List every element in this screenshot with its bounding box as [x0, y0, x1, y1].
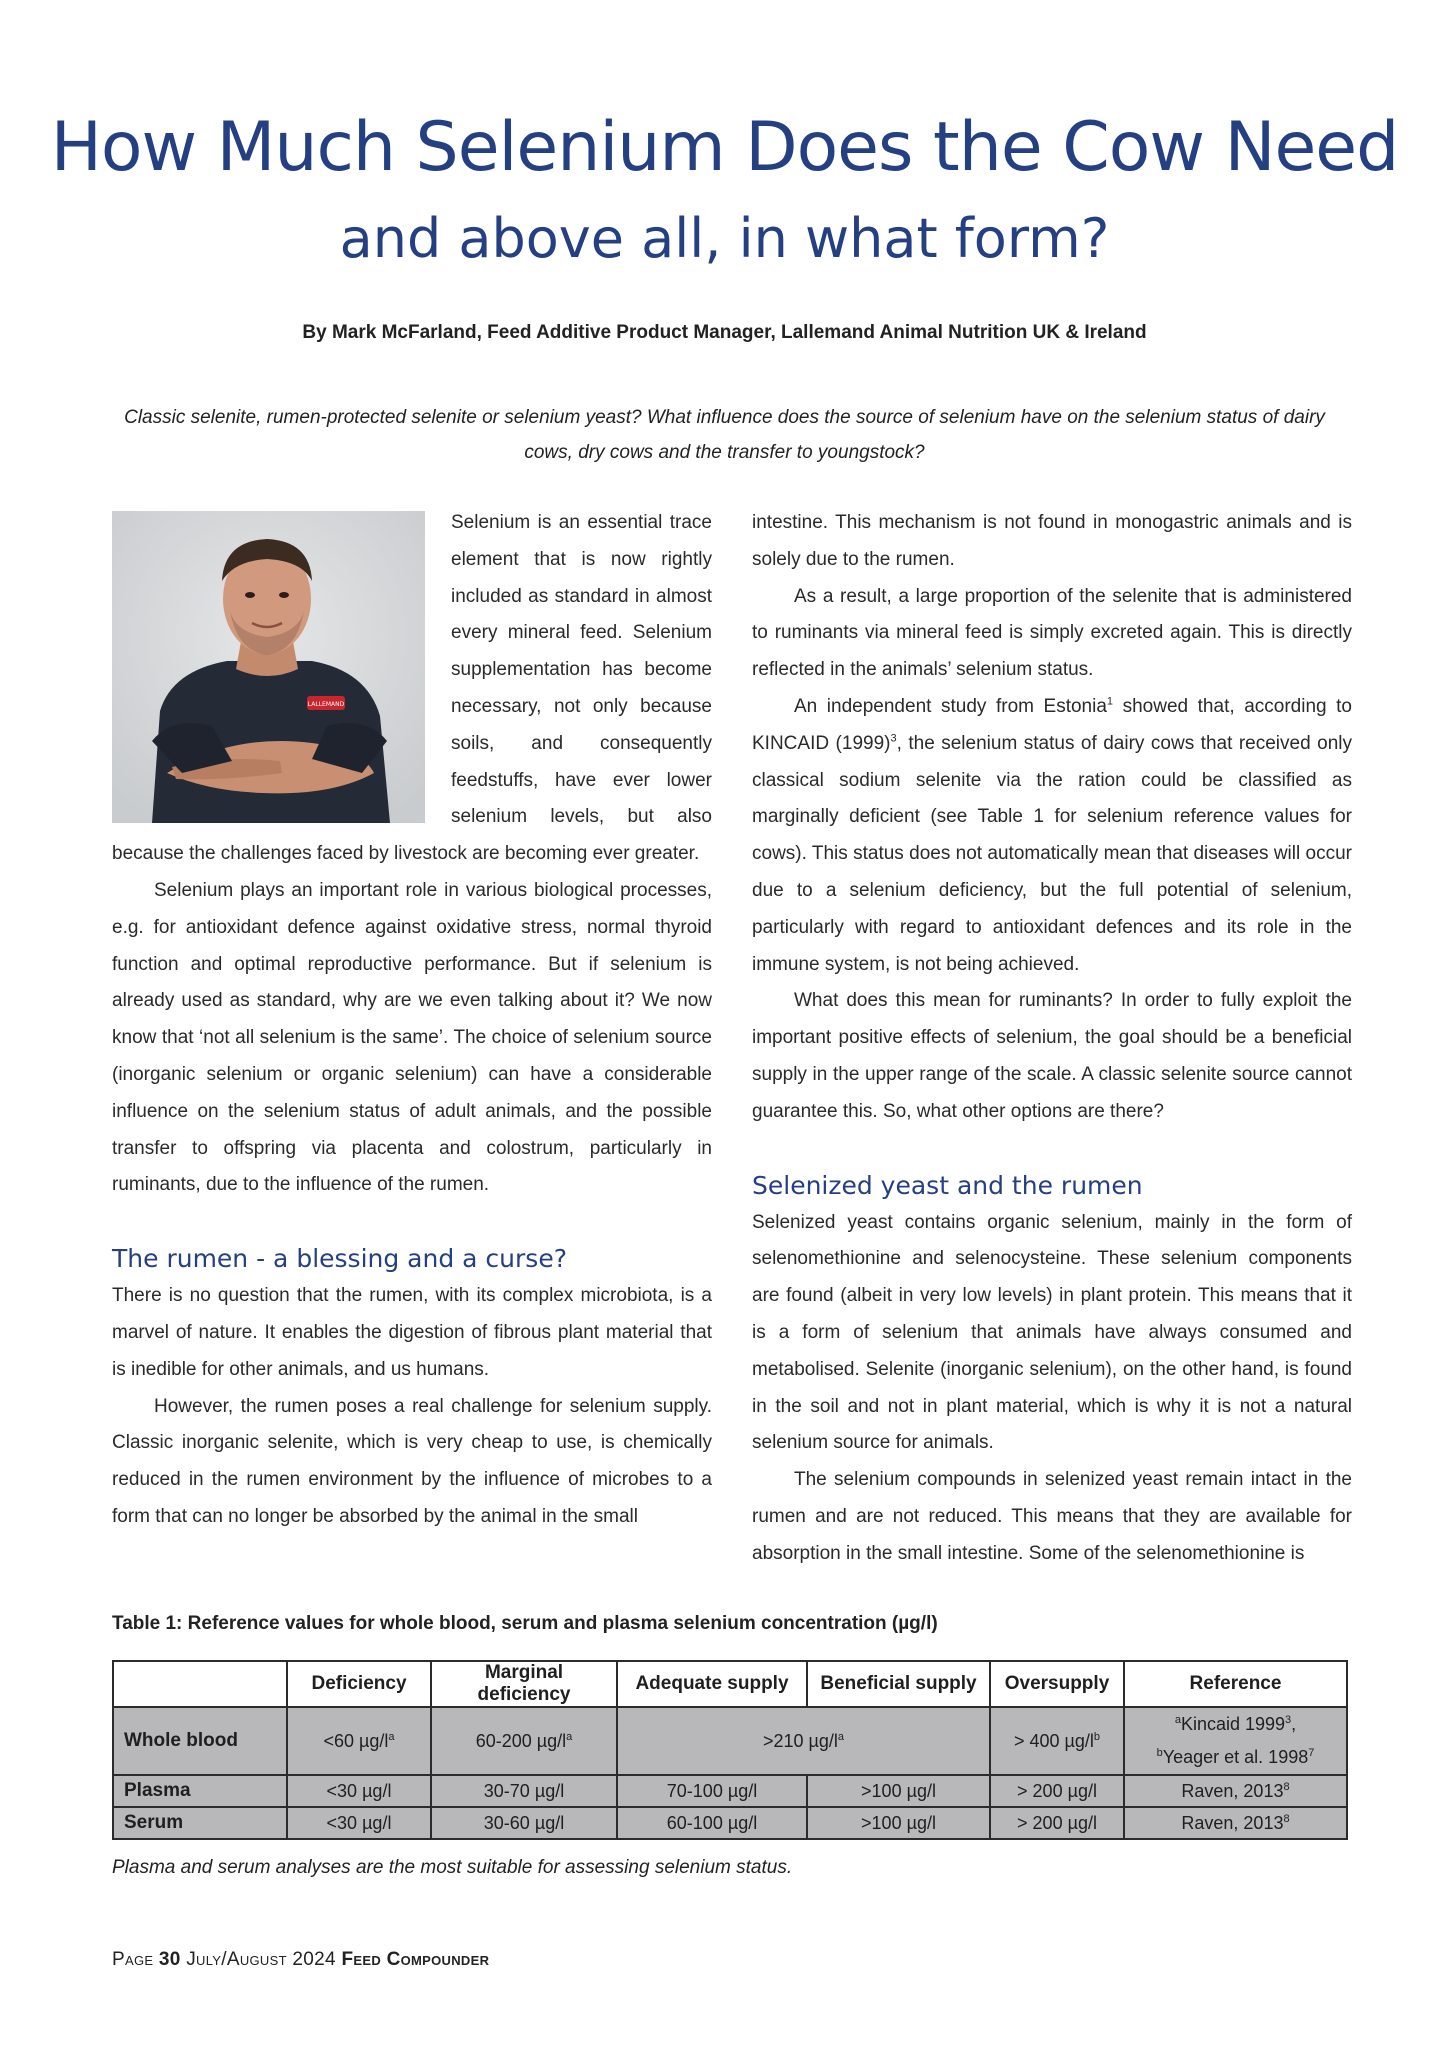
- citation-marker: 3: [890, 732, 897, 745]
- table-row: [113, 1707, 1347, 1775]
- issue-date: July/August 2024: [186, 1949, 336, 1970]
- table-header: [113, 1661, 287, 1707]
- table-cell: > 200 µg/l: [990, 1807, 1124, 1839]
- table-cell: >100 µg/l: [807, 1807, 990, 1839]
- table-cell: <30 µg/l: [287, 1807, 431, 1839]
- table-row-label: Serum: [113, 1807, 287, 1839]
- citation-marker: 1: [1106, 695, 1114, 708]
- table-cell-reference: Raven, 2013$^8$: [1124, 1807, 1347, 1839]
- table-cell: 30-70 µg/l: [431, 1775, 617, 1807]
- paragraph: Selenized yeast contains organic selenium, mainly in the form of selenomethionine and selenocysteine. These selenium components are found (albeit in very low levels) in plant protein. This means that it is a form of selenium that animals have always consumed and metabolised. Selenite (inorganic selenium), on the other hand, is found in the soil and not in plant material, which is why it is not a natural selenium source for animals.: [752, 1211, 1352, 1454]
- table-row: [113, 1775, 1347, 1807]
- table-cell: <30 µg/l: [287, 1775, 431, 1807]
- table-header: Deficiency: [287, 1661, 431, 1707]
- article-subtitle: and above all, in what form?: [339, 207, 1110, 270]
- table-cell-reference: $^a$Kincaid 1999$^3$, $^b$Yeager et al. 1998$^7$: [1124, 1707, 1347, 1775]
- table-cell: 70-100 µg/l: [617, 1775, 807, 1807]
- article-title: How Much Selenium Does the Cow Need: [50, 108, 1399, 187]
- paragraph: Selenium is an essential trace element that is now rightly included as standard in almost every mineral feed. Selenium supplementation has become necessary, not only because soils, and consequently feedstuffs, have ever lower selenium levels, but also because the challenges faced by livestock are becoming ever greater.: [112, 512, 712, 865]
- table-row-label: Plasma: [113, 1775, 287, 1807]
- table-note: Plasma and serum analyses are the most suitable for assessing selenium status.: [112, 1857, 793, 1878]
- page-footer: [112, 1949, 489, 1971]
- table-cell: 60-200 $\mu g/l^a$: [431, 1707, 617, 1775]
- table-caption: Table 1: Reference values for whole blood, serum and plasma selenium concentration (µg/l): [112, 1613, 938, 1634]
- table-cell-reference: Raven, 2013$^8$: [1124, 1775, 1347, 1807]
- paragraph: The selenium compounds in selenized yeast remain intact in the rumen and are not reduced. This means that they are available for absorption in the small intestine. Some of the selenomethionine is: [752, 1469, 1352, 1564]
- publication-name: Feed Compounder: [341, 1949, 490, 1970]
- author-photo: [112, 511, 425, 823]
- table-row: [113, 1807, 1347, 1839]
- table-header: Oversupply: [990, 1661, 1124, 1707]
- paragraph: Selenium plays an important role in various biological processes, e.g. for antioxidant defence against oxidative stress, normal thyroid function and optimal reproductive performance. But if selenium is already used as standard, why are we even talking about it? We now know that ‘not all selenium is the same’. The choice of selenium source (inorganic selenium or organic selenium) can have a considerable influence on the selenium status of adult animals, and the possible transfer to offspring via placenta and colostrum, particularly in ruminants, due to the influence of the rumen.: [112, 879, 712, 1196]
- section-heading: Selenized yeast and the rumen: [752, 1170, 1143, 1200]
- paragraph: What does this mean for ruminants? In order to fully exploit the important positive effects of selenium, the goal should be a beneficial supply in the upper range of the scale. A classic selenite source cannot guarantee this. So, what other options are there?: [752, 990, 1352, 1122]
- paragraph: An independent study from Estonia$^1$ showed that, according to KINCAID $(1999)^3$, the selenium status of dairy cows that received only classical sodium selenite via the ration could be classified as marginally deficient (see Table 1 for selenium reference values for cows). This status does not automatically mean that diseases will occur due to a selenium deficiency, but the full potential of selenium, particularly with regard to antioxidant defences and its role in the immune system, is not being achieved.: [752, 695, 1352, 975]
- paragraph: However, the rumen poses a real challenge for selenium supply. Classic inorganic selenite, which is very cheap to use, is chemically reduced in the rumen environment by the influence of microbes to a form that can no longer be absorbed by the animal in the small: [112, 1395, 712, 1527]
- reference-values-table: [112, 1660, 1348, 1840]
- table-header: Reference: [1124, 1661, 1347, 1707]
- left-column: [112, 505, 712, 1536]
- article-standfirst: Classic selenite, rumen-protected selenite or selenium yeast? What influence does the source of selenium have on the selenium status of dairy cows, dry cows and the transfer to youngstock?: [124, 407, 1325, 463]
- page-label: Page: [112, 1949, 154, 1970]
- page-number: 30: [158, 1949, 181, 1970]
- table-header: Marginal deficiency: [431, 1661, 617, 1707]
- table-cell: >100 µg/l: [807, 1775, 990, 1807]
- table-cell: 30-60 µg/l: [431, 1807, 617, 1839]
- shirt-logo: LALLEMAND: [307, 701, 345, 708]
- table-header: Beneficial supply: [807, 1661, 990, 1707]
- table-header-row: [113, 1661, 1347, 1707]
- table-cell: 60-100 µg/l: [617, 1807, 807, 1839]
- paragraph: There is no question that the rumen, with its complex microbiota, is a marvel of nature. It enables the digestion of fibrous plant material that is inedible for other animals, and us humans.: [112, 1285, 712, 1380]
- table-cell: > 400 $\mu g/l^b$: [990, 1707, 1124, 1775]
- right-column: [752, 505, 1352, 1573]
- table-header: Adequate supply: [617, 1661, 807, 1707]
- table-cell: >210 $\mu g/l^a$: [617, 1707, 990, 1775]
- table-cell: <60 $\mu g/l^a$: [287, 1707, 431, 1775]
- section-heading: The rumen - a blessing and a curse?: [112, 1244, 567, 1274]
- article-byline: By Mark McFarland, Feed Additive Product Manager, Lallemand Animal Nutrition UK & Ireland: [302, 322, 1147, 343]
- paragraph: intestine. This mechanism is not found in monogastric animals and is solely due to the rumen.: [752, 512, 1352, 570]
- paragraph: As a result, a large proportion of the selenite that is administered to ruminants via mineral feed is simply excreted again. This is directly reflected in the animals’ selenium status.: [752, 585, 1352, 681]
- table-row-label: Whole blood: [113, 1707, 287, 1775]
- author-portrait-illustration: [112, 511, 425, 823]
- table-cell: > 200 µg/l: [990, 1775, 1124, 1807]
